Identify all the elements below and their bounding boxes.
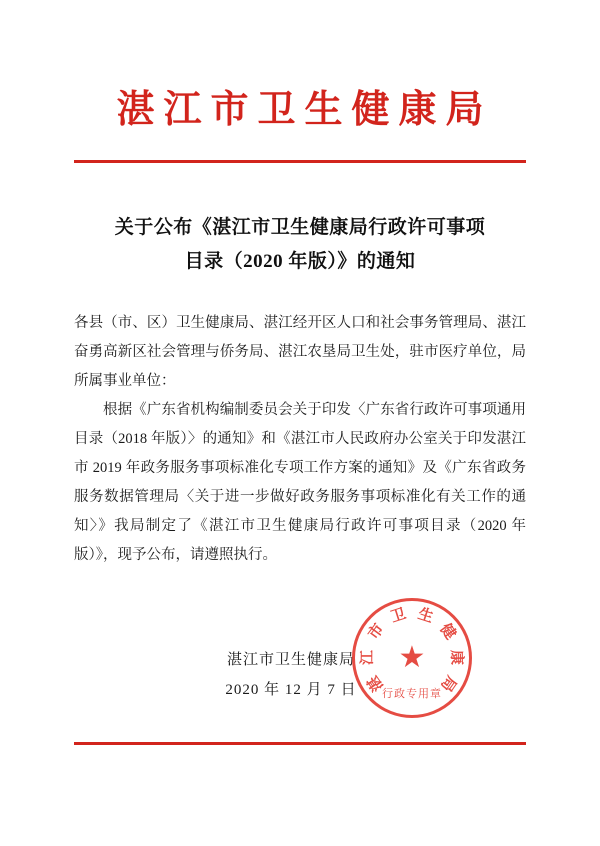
seal-arc-char: 健: [436, 621, 459, 643]
document-header: [0, 0, 600, 134]
page-title-line-2: 目录（2020 年版）》的通知: [184, 250, 416, 272]
seal-arc-char: 湛: [365, 672, 387, 694]
seal-arc-char: 康: [447, 649, 465, 666]
issuing-organization-title: 湛江市卫生健康局: [116, 89, 493, 131]
seal-arc-char: 生: [415, 606, 436, 627]
footer-red-rule: [74, 742, 526, 745]
seal-star-icon: ★: [398, 641, 426, 674]
signature-block: [0, 641, 600, 705]
signature-date: 2020 年 12 月 7 日: [225, 682, 357, 698]
page-title-line-1: 关于公布《湛江市卫生健康局行政许可事项: [114, 216, 486, 238]
seal-bottom-text: 行政专用章: [382, 688, 442, 700]
signature-organization: 湛江市卫生健康局: [226, 652, 355, 668]
official-seal: [352, 598, 472, 718]
seal-arc-char: 卫: [388, 606, 409, 627]
document-body: [74, 309, 526, 570]
header-red-rule: [74, 160, 526, 163]
body-paragraph-main: 根据《广东省机构编制委员会关于印发〈广东省行政许可事项通用目录（2018 年版）〉的通知》和《湛江市人民政府办公室关于印发湛江市 2019 年政务服务事项标准化专项工作方案的通知》及《广东省政务服务数据管理局〈关于进一步做好政务服务事项标准化有关工作的通知〉》我局制定了《湛江市卫生健康局行政许可事项目录（2020 年版）》，现予公布，请遵照执行。: [74, 401, 526, 563]
body-paragraph-recipients: 各县（市、区）卫生健康局、湛江经开区人口和社会事务管理局、湛江奋勇高新区社会管理与侨务局、湛江农垦局卫生处，驻市医疗单位，局所属事业单位：: [74, 314, 526, 389]
page-title: [75, 211, 525, 279]
seal-arc-char: 市: [365, 621, 388, 643]
seal-arc-char: 局: [437, 672, 459, 694]
seal-arc-char: 江: [359, 649, 377, 666]
